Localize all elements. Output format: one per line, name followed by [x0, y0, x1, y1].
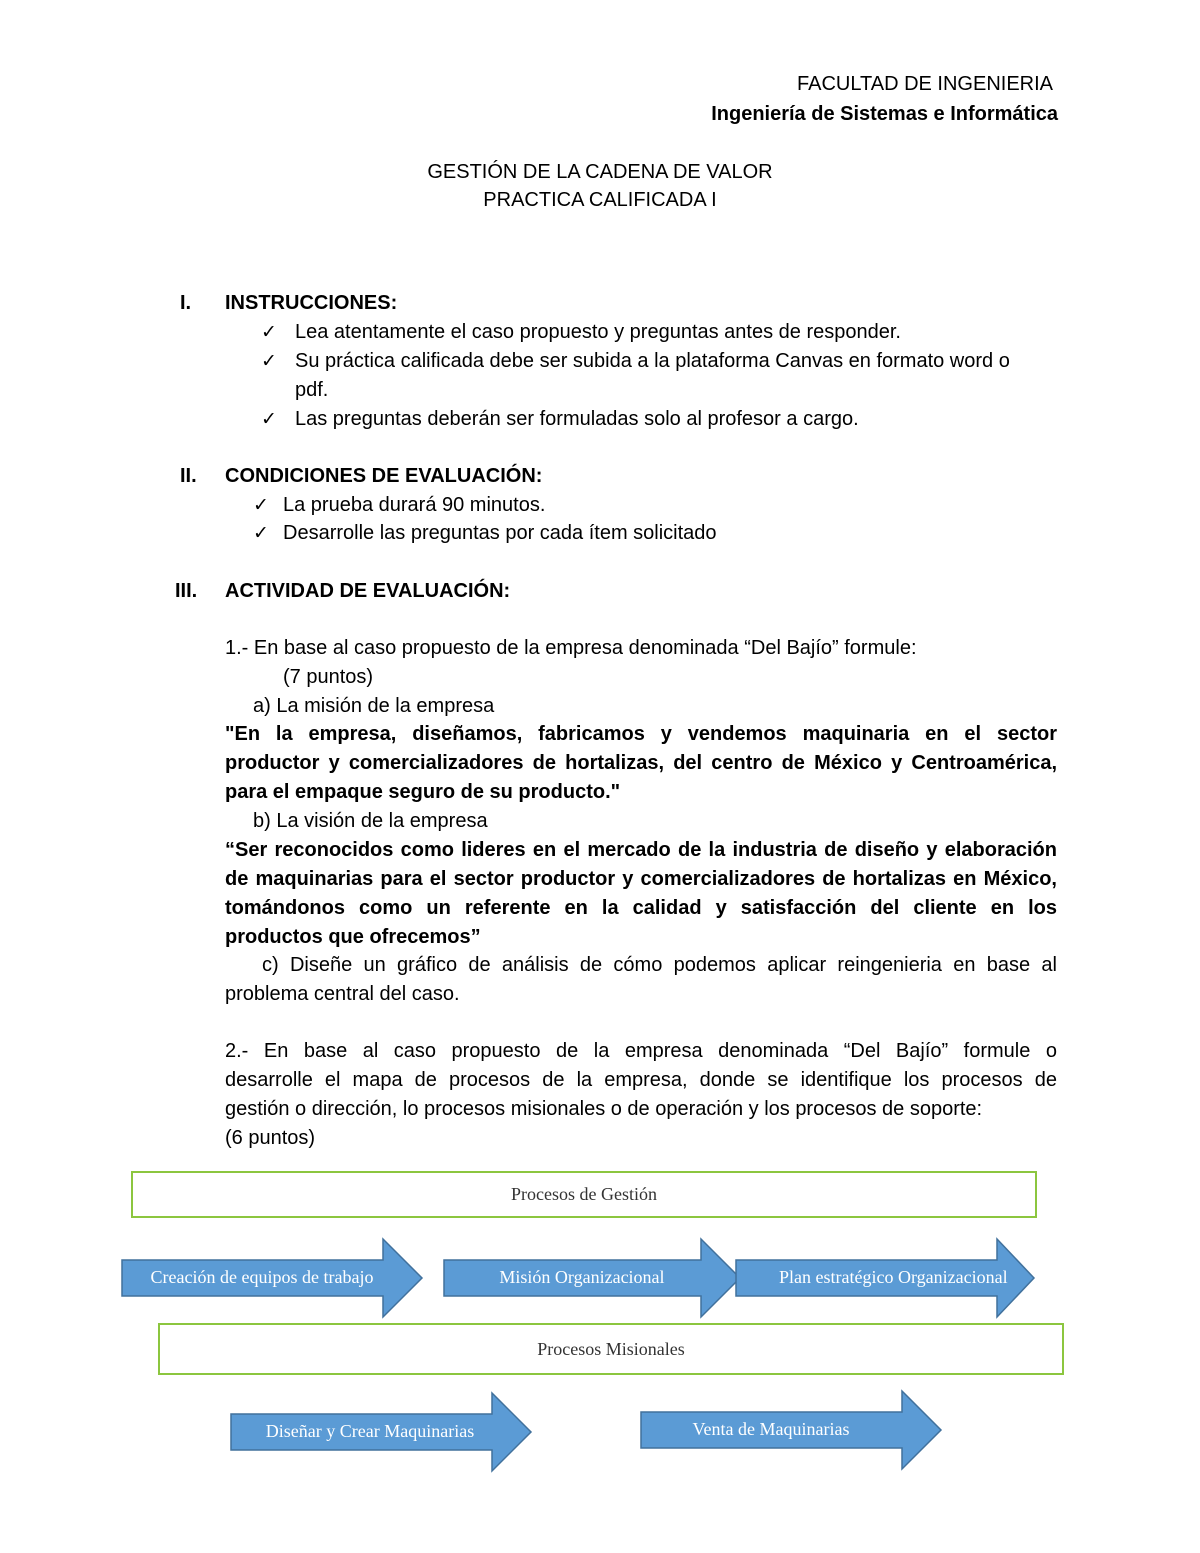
instruction-item: Lea atentamente el caso propuesto y preguntas antes de responder.	[295, 321, 901, 343]
condition-item: La prueba durará 90 minutos.	[283, 494, 546, 516]
section-heading: ACTIVIDAD DE EVALUACIÓN:	[225, 580, 511, 602]
misionales-process-title: Procesos Misionales	[537, 1338, 685, 1359]
mission-line: para el empaque seguro de su producto."	[225, 781, 621, 803]
gestion-process-box	[131, 1171, 1037, 1218]
section-number: I.	[180, 292, 192, 314]
course-title: GESTIÓN DE LA CADENA DE VALOR	[427, 161, 773, 183]
section-heading: INSTRUCCIONES:	[225, 292, 398, 314]
process-arrow	[640, 1390, 942, 1470]
section-number: III.	[175, 580, 198, 602]
checkmark-icon: ✓	[253, 494, 269, 516]
question-1-prompt: 1.- En base al caso propuesto de la empresa denominada “Del Bajío” formule:	[225, 637, 917, 659]
section-heading: CONDICIONES DE EVALUACIÓN:	[225, 465, 543, 487]
question-1a-label: a) La misión de la empresa	[253, 695, 495, 717]
process-arrow	[735, 1238, 1035, 1318]
career-name: Ingeniería de Sistemas e Informática	[711, 103, 1058, 125]
question-2-points: (6 puntos)	[225, 1127, 316, 1149]
faculty-name: FACULTAD DE INGENIERIA	[797, 73, 1053, 95]
vision-line: de maquinarias para el sector productor y comercializadores de hortalizas en México,	[225, 868, 1057, 890]
exam-title: PRACTICA CALIFICADA I	[483, 189, 717, 211]
question-1c-label: c) Diseñe un gráfico de análisis de cómo podemos aplicar reingenieria en base al	[262, 954, 1057, 976]
process-arrow-label: Misión Organizacional	[499, 1267, 665, 1287]
process-arrow	[443, 1238, 741, 1318]
question-2-prompt: desarrolle el mapa de procesos de la empresa, donde se identifique los procesos de	[225, 1069, 1057, 1091]
process-arrow	[230, 1392, 532, 1472]
section-number: II.	[180, 465, 197, 487]
instruction-item: Las preguntas deberán ser formuladas solo al profesor a cargo.	[295, 408, 859, 430]
vision-line: “Ser reconocidos como lideres en el mercado de la industria de diseño y elaboración	[225, 839, 1057, 861]
vision-line: productos que ofrecemos”	[225, 926, 481, 948]
mission-line: "En la empresa, diseñamos, fabricamos y vendemos maquinaria en el sector	[225, 723, 1057, 745]
process-arrow-label: Venta de Maquinarias	[692, 1419, 850, 1439]
checkmark-icon: ✓	[261, 321, 277, 343]
question-1c-label-continued: problema central del caso.	[225, 983, 460, 1005]
process-arrow-label: Plan estratégico Organizacional	[779, 1267, 1008, 1287]
process-arrow-label: Creación de equipos de trabajo	[150, 1267, 374, 1287]
question-2-prompt: 2.- En base al caso propuesto de la empresa denominada “Del Bajío” formule o	[225, 1040, 1057, 1062]
process-arrow-label: Diseñar y Crear Maquinarias	[265, 1421, 475, 1441]
vision-line: tomándonos como un referente en la calidad y satisfacción del cliente en los	[225, 897, 1057, 919]
instruction-item: Su práctica calificada debe ser subida a la plataforma Canvas en formato word o	[295, 350, 1010, 372]
process-arrow	[121, 1238, 423, 1318]
question-1-points: (7 puntos)	[283, 666, 374, 688]
gestion-process-title: Procesos de Gestión	[511, 1184, 657, 1204]
checkmark-icon: ✓	[253, 522, 269, 544]
question-2-prompt: gestión o dirección, lo procesos misionales o de operación y los procesos de soporte:	[225, 1098, 983, 1120]
checkmark-icon: ✓	[261, 350, 277, 372]
misionales-process-box	[158, 1323, 1064, 1375]
question-1b-label: b) La visión de la empresa	[253, 810, 488, 832]
checkmark-icon: ✓	[261, 408, 277, 430]
instruction-item-continued: pdf.	[295, 379, 329, 401]
condition-item: Desarrolle las preguntas por cada ítem solicitado	[283, 522, 717, 544]
mission-line: productor y comercializadores de hortalizas, del centro de México y Centroamérica,	[225, 752, 1057, 774]
